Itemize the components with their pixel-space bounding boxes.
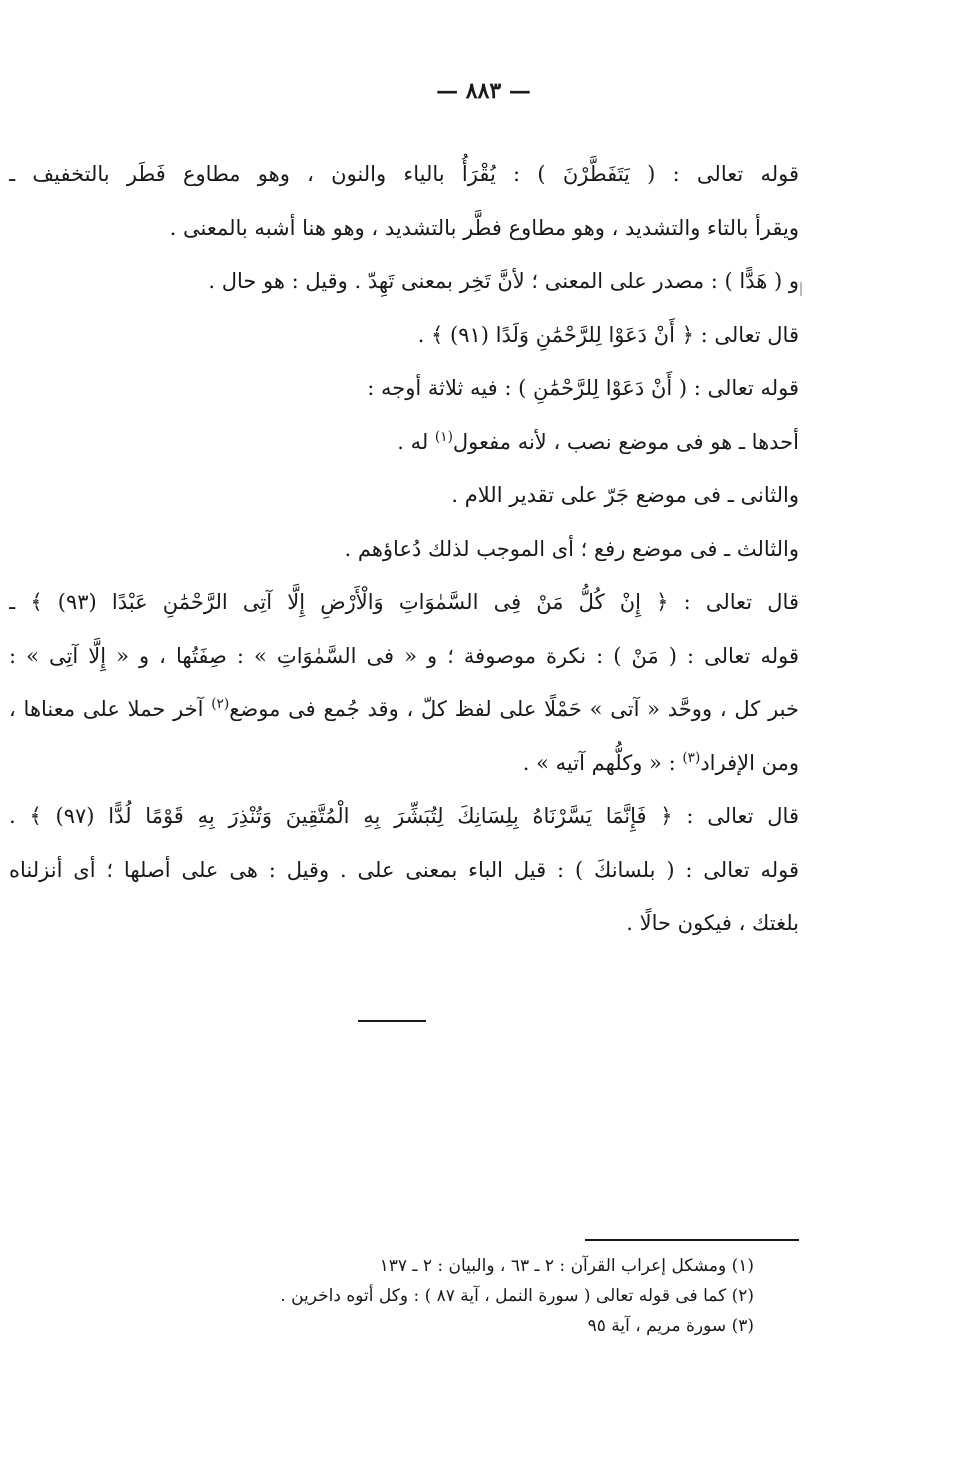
footnote-ref-3: (٣)	[682, 749, 701, 766]
text-line-7: والثانى ـ فى موضع جَرّ على تقدير اللام .	[451, 483, 799, 507]
footnote-1: (١) ومشكل إعراب القرآن : ٢ ـ ٦٣ ، والبيان : ٢ ـ ١٣٧	[379, 1256, 754, 1276]
text-line-10: قوله تعالى : ( مَنْ ) : نكرة موصوفة ؛ و « فى السَّمٰوَاتِ » : صِفَتُها ، و « إِلَّا آتِى » :	[9, 643, 799, 668]
text-line-11-main: خبر كل ، ووحَّد « آتى » حَمْلًا على لفظ كلّ ، وقد جُمع فى موضع	[229, 697, 799, 721]
footnote-3: (٣) سورة مريم ، آية ٩٥	[587, 1316, 754, 1336]
text-line-5: قوله تعالى : ( أَنْ دَعَوْا لِلرَّحْمَٰنِ ) : فيه ثلاثة أوجه :	[367, 376, 799, 400]
text-line-6-main: أحدها ـ هو فى موضع نصب ، لأنه مفعول	[452, 429, 799, 454]
text-line-1: قوله تعالى : ( يَتَفَطَّرْنَ ) : يُقْرَأُ بالياء والنون ، وهو مطاوع فَطَر بالتخفيف ـ	[9, 162, 799, 186]
body-text	[9, 148, 799, 951]
text-line-14: قوله تعالى : ( بلسانكَ ) : قيل الباء بمعنى على . وقيل : هى على أصلها ؛ أى أنزلناه	[9, 857, 799, 882]
text-line-11	[9, 683, 799, 737]
footnote-ref-2: (٢)	[211, 696, 230, 712]
text-line-3: و ( هَدًّا ) : مصدر على المعنى ؛ لأنَّ تَخِر بمعنى تَهِدّ . وقيل : هو حال .	[208, 269, 799, 293]
footnote-ref-1: (١)	[434, 428, 453, 445]
text-line-8: والثالث ـ فى موضع رفع ؛ أى الموجب لذلك دُعاؤهم .	[344, 536, 799, 561]
footnote-2: (٢) كما فى قوله تعالى ( سورة النمل ، آية ٨٧ ) : وكل أتوه داخرين .	[280, 1286, 754, 1306]
text-line-9: قال تعالى : ﴿ إِنْ كُلُّ مَنْ فِى السَّمٰوَاتِ وَالْأَرْضِ إِلَّا آتِى الرَّحْمَٰنِ عَبْدًا (٩٣) ﴾ ـ	[9, 590, 799, 614]
margin-mark	[800, 282, 802, 296]
text-line-12-main: ومن الإفراد	[700, 750, 799, 775]
page-number: — ٨٨٣ —	[436, 78, 531, 104]
text-line-6-tail: له .	[397, 429, 435, 454]
text-line-6	[9, 416, 799, 470]
footnotes	[154, 1251, 754, 1341]
text-line-15: بلغتك ، فيكون حالًا .	[626, 911, 799, 935]
text-line-11-tail: آخر حملا على معناها ،	[9, 697, 212, 721]
text-line-13: قال تعالى : ﴿ فَإِنَّمَا يَسَّرْنَاهُ بِلِسَانِكَ لِتُبَشِّرَ بِهِ الْمُتَّقِينَ وَتُنْذِرَ بِهِ قَوْمًا لُدًّا (٩٧) ﴾ .	[9, 804, 799, 828]
text-line-12	[9, 737, 799, 791]
text-line-2: ويقرأ بالتاء والتشديد ، وهو مطاوع فطَّر بالتشديد ، وهو هنا أشبه بالمعنى .	[169, 215, 799, 240]
text-line-4: قال تعالى : ﴿ أَنْ دَعَوْا لِلرَّحْمَٰنِ وَلَدًا (٩١) ﴾ .	[417, 322, 799, 347]
text-line-12-tail: : « وكلُّهم آتيه » .	[522, 750, 683, 775]
footnote-divider	[585, 1239, 799, 1241]
section-divider	[358, 1020, 426, 1022]
